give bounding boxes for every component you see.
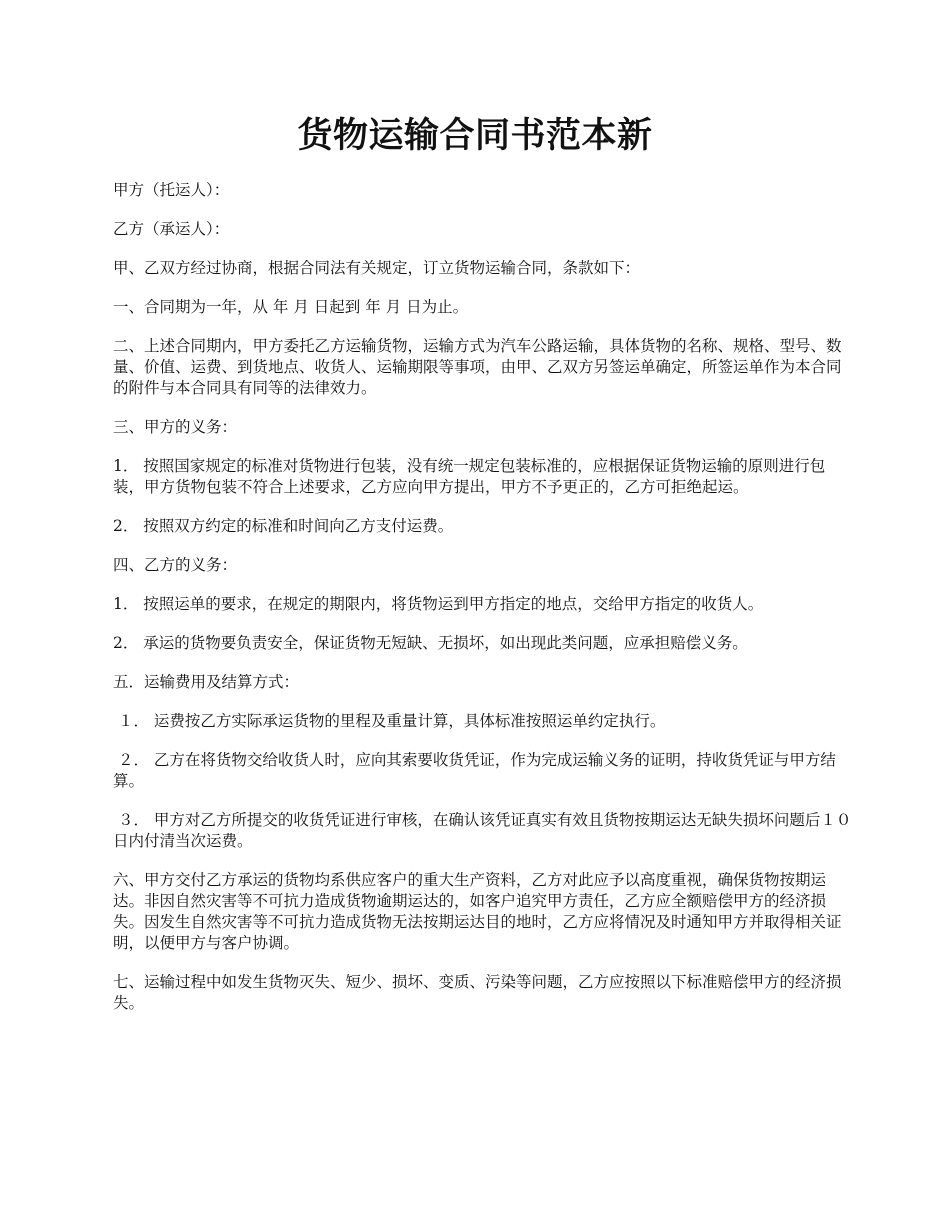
clause-4-item-1: 1． 按照运单的要求，在规定的期限内，将货物运到甲方指定的地点，交给甲方指定的收货人。: [113, 595, 764, 613]
document-title: 货物运输合同书范本新: [297, 115, 653, 156]
clause-6-paragraph: 六、甲方交付乙方承运的货物均系供应客户的重大生产资料，乙方对此应予以高度重视，确保货物按期运达。非因自然灾害等不可抗力造成货物逾期运达的，如客户追究甲方责任，乙方应全额赔偿甲方的经济损失。因发生自然灾害等不可抗力造成货物无法按期运达目的地时，乙方应将情况及时通知甲方并取得相关证明，以便甲方与客户协调。: [113, 871, 842, 952]
party-a-line: 甲方（托运人）：: [113, 181, 230, 199]
clause-5-item-1: １． 运费按乙方实际承运货物的里程及重量计算，具体标准按照运单约定执行。: [113, 712, 666, 730]
preamble-paragraph: 甲、乙双方经过协商，根据合同法有关规定，订立货物运输合同，条款如下：: [113, 259, 641, 277]
clause-3-item-1: 1． 按照国家规定的标准对货物进行包装，没有统一规定包装标准的，应根据保证货物运输的原则进行包装，甲方货物包装不符合上述要求，乙方应向甲方提出，甲方不予更正的，乙方可拒绝起运。: [113, 457, 826, 496]
clause-5-item-2: ２． 乙方在将货物交给收货人时，应向其索要收货凭证，作为完成运输义务的证明，持收货凭证与甲方结算。: [113, 751, 836, 790]
clause-3-heading: 三、甲方的义务：: [113, 418, 238, 436]
clause-4-item-2: 2． 承运的货物要负责安全，保证货物无短缺、无损坏，如出现此类问题，应承担赔偿义务。: [113, 634, 748, 652]
clause-3-item-2: 2． 按照双方约定的标准和时间向乙方支付运费。: [113, 517, 454, 535]
clause-5-item-3: ３． 甲方对乙方所提交的收货凭证进行审核，在确认该凭证真实有效且货物按期运达无缺失损坏问题后１０日内付清当次运费。: [113, 811, 852, 850]
clause-7-paragraph: 七、运输过程中如发生货物灭失、短少、损坏、变质、污染等问题，乙方应按照以下标准赔偿甲方的经济损失。: [113, 973, 842, 1012]
document-body: [113, 180, 853, 1032]
party-b-line: 乙方（承运人）：: [113, 220, 230, 238]
clause-4-heading: 四、乙方的义务：: [113, 556, 238, 574]
clause-2-scope: 二、上述合同期内，甲方委托乙方运输货物，运输方式为汽车公路运输，具体货物的名称、规格、型号、数量、价值、运费、到货地点、收货人、运输期限等事项，由甲、乙双方另签运单确定，所签运单作为本合同的附件与本合同具有同等的法律效力。: [113, 337, 842, 397]
clause-1-term: 一、合同期为一年，从 年 月 日起到 年 月 日为止。: [113, 298, 469, 316]
clause-5-heading: 五．运输费用及结算方式：: [113, 673, 300, 691]
